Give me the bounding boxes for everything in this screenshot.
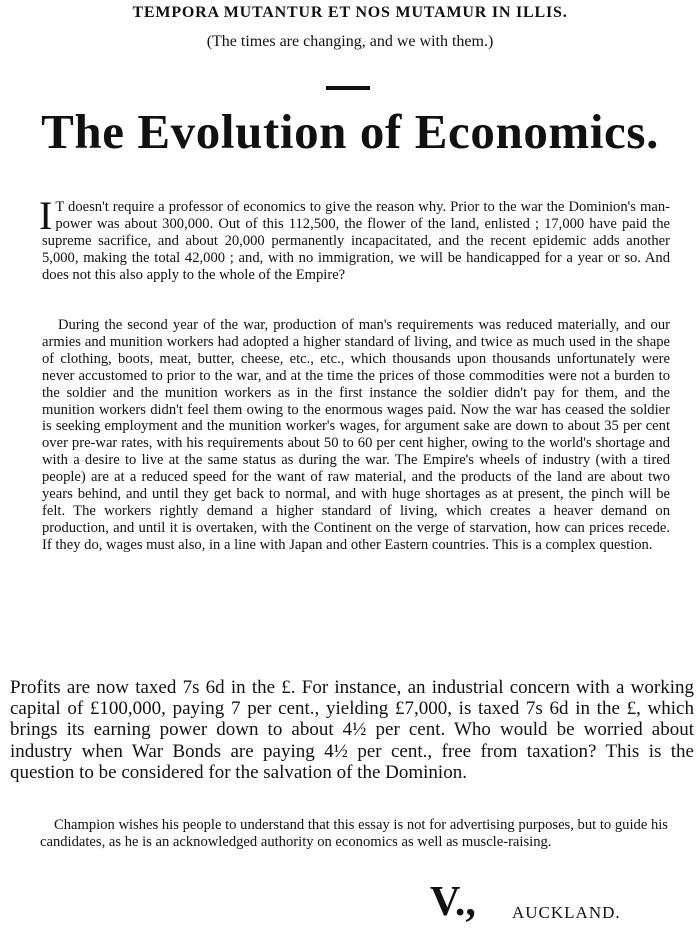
signature-place: AUCKLAND.: [512, 903, 621, 922]
signature-initial: V.,: [430, 879, 476, 925]
drop-cap: I: [39, 193, 53, 238]
paragraph-4: Champion wishes his people to understand that this essay is not for advertising purposes, but to guide his candidates, as he is an acknowledged authority on economics as well as muscle-raising.: [40, 817, 668, 850]
latin-motto: TEMPORA MUTANTUR ET NOS MUTAMUR IN ILLIS.: [132, 4, 568, 21]
motto-translation: (The times are changing, and we with them.): [206, 33, 494, 50]
paragraph-3: Profits are now taxed 7s 6d in the £. For instance, an industrial concern with a working capital of £100,000, paying 7 per cent., yielding £7,000, is taxed 7s 6d in the £, which brings its earning power down to about 4½ per cent. Who would be worried about industry when War Bonds are paying 4½ per cent., free from taxation? This is the question to be considered for the salvation of the Dominion.: [10, 677, 694, 783]
paragraph-1-text: T doesn't require a professor of economics to give the reason why. Prior to the war the Dominion's man-power was about 300,000. Out of this 112,500, the flower of the land, enlisted ; 17,000 have paid the supreme sacrifice, and about 20,000 permanently incapacitated, and the recent epidemic adds another 5,000, making the total 42,000 ; and, with no immigration, we will be handicapped for a year or so. And does not this also apply to the whole of the Empire?: [42, 199, 670, 283]
paragraph-1: [39, 193, 670, 284]
article-title: The Evolution of Economics.: [41, 104, 659, 159]
divider-rule: [326, 86, 370, 90]
paragraph-2: During the second year of the war, production of man's requirements was reduced materially, and our armies and munition workers had adopted a higher standard of living, and twice as much used in the shape of clothing, boots, meat, butter, cheese, etc., etc., which thousands upon thousands unfortunately were never accustomed to prior to the war, and at the time the prices of those commodities were not a burden to the soldier and the munition workers as in the first instance the soldier didn't pay for them, and the munition workers didn't feel them owing to the enormous wages paid. Now the war has ceased the soldier is seeking employment and the munition worker's wages, for argument sake are down to about 35 per cent over pre-war rates, with his requirements about 50 to 60 per cent higher, owing to the world's shortage and with a desire to live at the same status as during the war. The Empire's wheels of industry (with a tired people) are at a reduced speed for the want of raw material, and the products of the land are about two years behind, and until they get back to normal, and with huge shortages as at present, the pinch will be felt. The workers rightly demand a higher standard of living, which creates a heaver demand on production, and until it is overtaken, with the Continent on the verge of starvation, how can prices recede. If they do, wages must also, in a line with Japan and other Eastern countries. This is a complex question.: [42, 317, 670, 553]
